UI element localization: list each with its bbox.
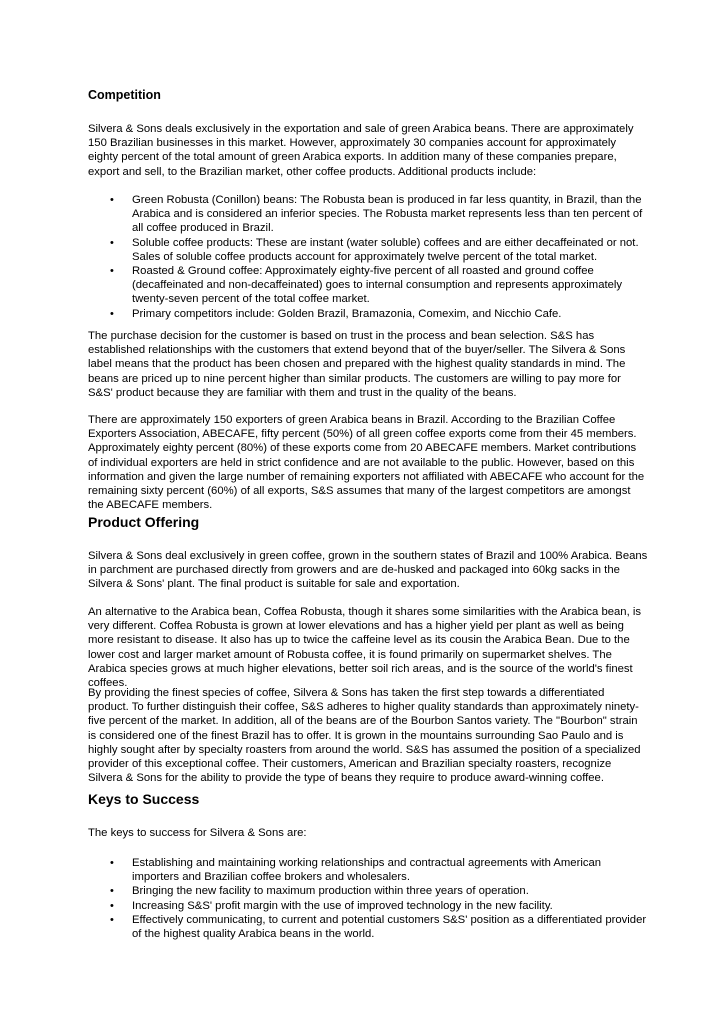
bullet-icon: • <box>110 265 114 278</box>
list-item: • Establishing and maintaining working relationships and contractual agreements with American importers and Brazilian coffee brokers and wholesalers. <box>110 857 602 884</box>
competition-paragraph-2: The purchase decision for the customer is based on trust in the process and bean selection. S&S has established relationships with the customers that extend beyond that of the buyer/seller. The Silvera & Sons label means that the product has been chosen and prepared with the highest quality standards in mind. The beans are priced up to nine percent higher than similar products. The customers are willing to pay more for S&S' product because they are familiar with them and trust in the quality of the beans. <box>88 330 626 399</box>
competition-bullet-list <box>88 193 648 321</box>
keys-to-success-intro: The keys to success for Silvera & Sons are: <box>88 827 307 839</box>
product-offering-heading: Product Offering <box>88 514 200 530</box>
list-item: • Effectively communicating, to current and potential customers S&S' position as a differentiated provider of the highest quality Arabica beans in the world. <box>110 913 647 941</box>
bullet-icon: • <box>110 885 114 898</box>
bullet-icon: • <box>110 236 114 249</box>
product-offering-paragraph-1: Silvera & Sons deal exclusively in green coffee, grown in the southern states of Brazil and 100% Arabica. Beans in parchment are purchased directly from growers and are de-husked and packaged into 60kg sacks in the Silvera & Sons' plant. The final product is suitable for sale and exportation. <box>88 550 648 591</box>
list-item: • Roasted & Ground coffee: Approximately eighty-five percent of all roasted and ground coffee (decaffeinated and non-decaffeinated) goes to internal consumption and represents approximately twenty-seven percent of the total coffee market. <box>110 265 623 306</box>
list-item: • Primary competitors include: Golden Brazil, Bramazonia, Comexim, and Nicchio Cafe. <box>110 307 562 320</box>
list-item: • Green Robusta (Conillon) beans: The Robusta bean is produced in far less quantity, in Brazil, than the Arabica and is considered an inferior species. The Robusta market represents less than ten percent of all coffee produced in Brazil. <box>110 194 643 235</box>
keys-to-success-bullet-list <box>88 856 648 941</box>
competition-intro: Silvera & Sons deals exclusively in the exportation and sale of green Arabica beans. There are approximately 150 Brazilian businesses in this market. However, approximately 30 companies account for approximately eighty percent of the total amount of green Arabica exports. In addition many of these companies prepare, export and sell, to the Brazilian market, other coffee products. Additional products include: <box>88 123 634 178</box>
bullet-icon: • <box>110 307 114 320</box>
product-offering-paragraph-2: An alternative to the Arabica bean, Coffea Robusta, though it shares some similarities with the Arabica bean, is very different. Coffea Robusta is grown at lower elevations and has a higher yield per plant as well as being more resistant to disease. It also has up to twice the caffeine level as its cousin the Arabica Bean. Due to the lower cost and larger market amount of Robusta coffee, it is found primarily on supermarket shelves. The Arabica species grows at much higher elevations, better soil rich areas, and is the source of the world's finest coffees. <box>88 606 642 690</box>
bullet-icon: • <box>110 857 114 869</box>
keys-to-success-heading: Keys to Success <box>88 791 200 807</box>
list-item: • Bringing the new facility to maximum production within three years of operation. <box>110 885 529 898</box>
competition-paragraph-3: There are approximately 150 exporters of green Arabica beans in Brazil. According to the Brazilian Coffee Exporters Association, ABECAFE, fifty percent (50%) of all green coffee exports come from their 45 members. Approximately eighty percent (80%) of these exports come from 20 ABECAFE members. Market contributions of individual exporters are held in strict confidence and are not available to the public. However, based on this information and given the large number of remaining exporters not affiliated with ABECAFE who account for the remaining sixty percent (60%) of all exports, S&S assumes that many of the largest competitors are amongst the ABECAFE members. <box>88 414 645 512</box>
product-offering-paragraph-3: By providing the finest species of coffee, Silvera & Sons has taken the first step towards a differentiated product. To further distinguish their coffee, S&S adheres to higher quality standards than approximately ninety-five percent of the market. In addition, all of the beans are of the Bourbon Santos variety. The "Bourbon" strain is considered one of the finest Brazil has to offer. It is grown in the mountains surrounding Sao Paulo and is highly sought after by specialty roasters from around the world. S&S has assumed the position of a specialized provider of this exceptional coffee. Their customers, American and Brazilian specialty roasters, recognize Silvera & Sons for the ability to provide the type of beans they require to produce award-winning coffee. <box>88 687 641 785</box>
competition-heading: Competition <box>88 88 161 102</box>
list-item: • Soluble coffee products: These are instant (water soluble) coffees and are either decaffeinated or not. Sales of soluble coffee products account for approximately twelve percent of the total market. <box>110 236 639 263</box>
list-item: • Increasing S&S' profit margin with the use of improved technology in the new facility. <box>110 899 553 912</box>
bullet-icon: • <box>110 194 114 206</box>
bullet-icon: • <box>110 899 114 912</box>
bullet-icon: • <box>110 913 114 926</box>
